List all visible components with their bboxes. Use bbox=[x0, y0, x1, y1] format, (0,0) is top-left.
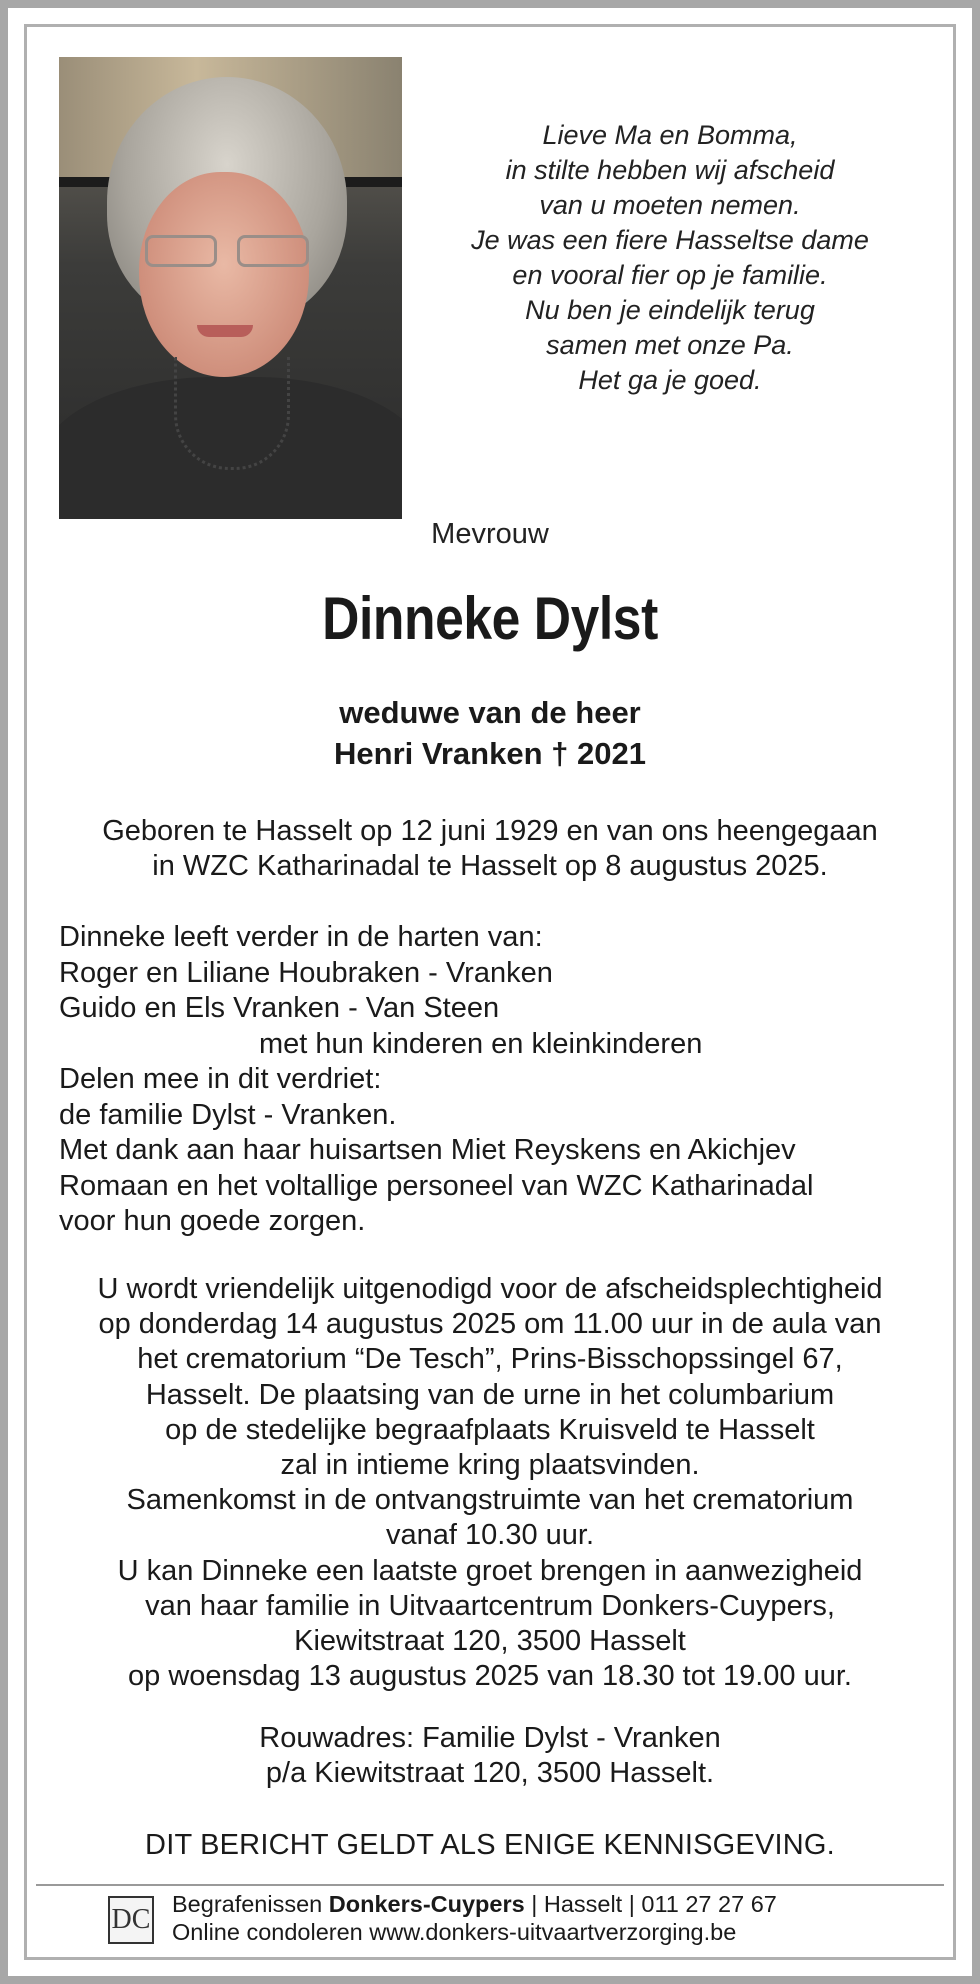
poem-line: Je was een fiere Hasseltse dame bbox=[471, 225, 869, 255]
footer-text bbox=[172, 1890, 777, 1946]
footer-online-condolences: Online condoleren www.donkers-uitvaartverzorging.be bbox=[172, 1919, 737, 1945]
ceremony-line: Samenkomst in de ontvangstruimte van het crematorium bbox=[126, 1484, 854, 1517]
footer-prefix: Begrafenissen bbox=[172, 1891, 329, 1917]
mourning-address bbox=[40, 1721, 940, 1791]
ceremony-line: op de stedelijke begraafplaats Kruisveld te Hasselt bbox=[165, 1413, 815, 1446]
family-line: voor hun goede zorgen. bbox=[59, 1205, 366, 1237]
spouse-line: weduwe van de heer bbox=[339, 695, 641, 730]
birth-death-info bbox=[40, 814, 940, 884]
footer-divider bbox=[36, 1884, 944, 1886]
company-logo: DC bbox=[108, 1896, 154, 1944]
deceased-name: Dinneke Dylst bbox=[322, 585, 658, 652]
family-line: Delen mee in dit verdriet: bbox=[59, 1063, 382, 1095]
ceremony-line: vanaf 10.30 uur. bbox=[386, 1519, 594, 1552]
portrait-photo bbox=[59, 57, 402, 519]
spouse-line: Henri Vranken † 2021 bbox=[334, 736, 646, 771]
poem bbox=[430, 118, 910, 398]
ceremony-line: U wordt vriendelijk uitgenodigd voor de afscheidsplechtigheid bbox=[97, 1273, 883, 1305]
ceremony-line: op woensdag 13 augustus 2025 van 18.30 tot 19.00 uur. bbox=[128, 1660, 852, 1693]
poem-line: Lieve Ma en Bomma, bbox=[542, 120, 798, 150]
poem-line: van u moeten nemen. bbox=[539, 190, 801, 220]
ceremony-line: Hasselt. De plaatsing van de urne in het columbarium bbox=[145, 1378, 835, 1411]
family-line: de familie Dylst - Vranken. bbox=[59, 1098, 397, 1131]
ceremony-line: het crematorium “De Tesch”, Prins-Bisschopssingel 67, bbox=[137, 1343, 843, 1376]
ceremony-line: U kan Dinneke een laatste groet brengen in aanwezigheid bbox=[117, 1554, 863, 1587]
born-line: Geboren te Hasselt op 12 juni 1929 en van ons heengegaan bbox=[102, 815, 878, 847]
poem-line: samen met onze Pa. bbox=[546, 330, 794, 360]
ceremony-line: op donderdag 14 augustus 2025 om 11.00 uur in de aula van bbox=[98, 1308, 882, 1341]
poem-line: in stilte hebben wij afscheid bbox=[505, 155, 835, 185]
poem-line: en vooral fier op je familie. bbox=[512, 260, 828, 290]
ceremony-line: zal in intieme kring plaatsvinden. bbox=[280, 1449, 700, 1482]
ceremony-line: van haar familie in Uitvaartcentrum Donkers-Cuypers, bbox=[145, 1589, 835, 1622]
poem-line: Nu ben je eindelijk terug bbox=[525, 295, 815, 325]
notice-text: DIT BERICHT GELDT ALS ENIGE KENNISGEVING. bbox=[145, 1829, 835, 1861]
family-line: Guido en Els Vranken - Van Steen bbox=[59, 992, 500, 1024]
family-line: Romaan en het voltallige personeel van WZC Katharinadal bbox=[59, 1169, 814, 1202]
family-line: Dinneke leeft verder in de harten van: bbox=[59, 921, 543, 953]
address-line: p/a Kiewitstraat 120, 3500 Hasselt. bbox=[265, 1757, 715, 1789]
poem-line: Het ga je goed. bbox=[578, 365, 762, 395]
born-line: in WZC Katharinadal te Hasselt op 8 augustus 2025. bbox=[152, 850, 828, 882]
family-section bbox=[59, 920, 919, 1240]
family-line: met hun kinderen en kleinkinderen bbox=[259, 1027, 703, 1060]
address-line: Rouwadres: Familie Dylst - Vranken bbox=[259, 1722, 721, 1754]
family-line: Roger en Liliane Houbraken - Vranken bbox=[59, 956, 553, 989]
ceremony-info bbox=[40, 1272, 940, 1694]
family-line: Met dank aan haar huisartsen Miet Reyskens en Akichjev bbox=[59, 1134, 796, 1166]
company-name: Donkers-Cuypers bbox=[328, 1891, 525, 1917]
ceremony-line: Kiewitstraat 120, 3500 Hasselt bbox=[294, 1625, 686, 1658]
honorific: Mevrouw bbox=[431, 518, 549, 550]
spouse-info bbox=[40, 692, 940, 774]
footer-line-company bbox=[172, 1890, 777, 1918]
footer-details: | Hasselt | 011 27 27 67 bbox=[524, 1891, 777, 1917]
